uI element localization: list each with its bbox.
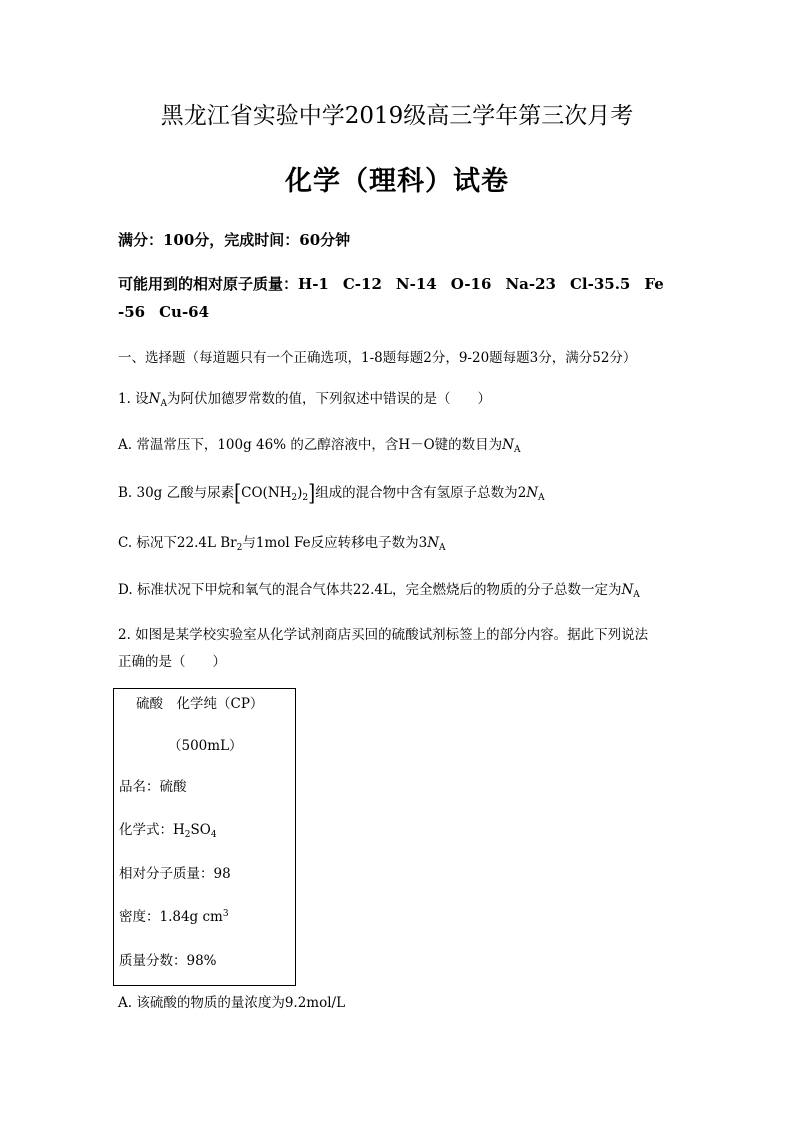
q1-option-b-coef: 2 <box>517 485 527 501</box>
atomic-mass-line1 <box>118 273 664 294</box>
urea-formula: CO(NH <box>241 485 292 501</box>
q1-stem-suffix: 为阿伏加德罗常数的值，下列叙述中错误的是（ ） <box>166 391 491 407</box>
left-bracket: [ <box>234 480 242 507</box>
exam-title-line2: 化学（理科）试卷 <box>285 166 509 197</box>
q2-stem-line2: 正确的是（ ） <box>118 654 226 670</box>
na-subscript: A <box>538 493 545 503</box>
atomic-mass-o: O-16 <box>450 275 492 293</box>
br2-subscript: 2 <box>236 543 243 553</box>
section-heading: 一、选择题（每道题只有一个正确选项，1-8题每题2分，9-20题每题3分，满分52分） <box>118 350 637 366</box>
atomic-mass-fe: Fe <box>644 275 664 293</box>
label-product-name: 品名：硫酸 <box>119 779 187 795</box>
q1-stem <box>118 387 491 409</box>
q1-option-d-text: D. 标准状况下甲烷和氧气的混合气体共22.4L，完全燃烧后的物质的分子总数一定为 <box>118 582 622 598</box>
formula-prefix: 化学式： <box>119 822 173 838</box>
q1-option-d <box>118 578 640 600</box>
full-score-info: 满分：100分，完成时间：60分钟 <box>118 231 351 249</box>
formula-h-sub: 2 <box>184 830 191 840</box>
q1-option-b <box>118 480 545 507</box>
na-subscript: A <box>633 590 640 600</box>
na-subscript: A <box>439 543 446 553</box>
na-symbol: N <box>526 485 539 501</box>
density-text: 密度：1.84g cm <box>119 909 223 925</box>
urea-sub2: 2 <box>302 493 309 503</box>
q2-option-a: A. 该硫酸的物质的量浓度为9.2mol/L <box>118 995 346 1011</box>
formula-so: SO <box>190 822 211 838</box>
atomic-mass-cu: Cu-64 <box>159 303 210 321</box>
q1-stem-prefix: 1. 设 <box>118 391 149 407</box>
label-header: 硫酸 化学纯（CP） <box>136 696 264 712</box>
atomic-mass-cl: Cl-35.5 <box>569 275 631 293</box>
label-density <box>119 905 229 925</box>
atomic-mass-c: C-12 <box>342 275 382 293</box>
na-symbol: N <box>621 582 634 598</box>
reagent-label-box <box>113 688 296 986</box>
q1-option-c <box>118 531 446 553</box>
na-symbol: N <box>502 437 514 453</box>
atomic-mass-fe-value: -56 <box>118 303 146 321</box>
label-volume: （500mL） <box>168 738 243 754</box>
exam-title-line1: 黑龙江省实验中学2019级高三学年第三次月考 <box>160 103 634 129</box>
formula-h: H <box>173 822 185 838</box>
density-exponent: 3 <box>222 909 229 919</box>
q1-option-c-text: C. 标况下22.4L Br <box>118 535 237 551</box>
q2-stem-line1: 2. 如图是某学校实验室从化学试剂商店买回的硫酸试剂标签上的部分内容。据此下列说法 <box>118 627 649 643</box>
na-symbol: N <box>148 391 161 407</box>
na-subscript: A <box>513 445 521 455</box>
label-molecular-mass: 相对分子质量：98 <box>119 866 231 882</box>
formula-o-sub: 4 <box>210 830 217 840</box>
urea-sub1: 2 <box>291 493 298 503</box>
atomic-mass-na: Na-23 <box>505 275 556 293</box>
atomic-mass-label: 可能用到的相对原子质量： <box>118 275 299 293</box>
atomic-mass-n: N-14 <box>395 275 437 293</box>
label-mass-fraction: 质量分数：98% <box>119 953 217 969</box>
right-bracket: ] <box>308 480 316 507</box>
atomic-mass-h: H-1 <box>298 275 329 293</box>
q1-option-a <box>118 433 520 455</box>
q1-option-b-post: 组成的混合物中含有氢原子总数为 <box>315 485 518 501</box>
q1-option-c-mid: 与1mol Fe反应转移电子数为 <box>242 535 419 551</box>
na-symbol: N <box>427 535 440 551</box>
label-formula <box>119 818 217 840</box>
q1-option-c-coef: 3 <box>418 535 428 551</box>
q1-option-a-text: A. 常温常压下，100g 46% 的乙醇溶液中，含H－O键的数目为 <box>118 437 503 453</box>
na-subscript: A <box>160 399 167 409</box>
q1-option-b-text: B. 30g 乙酸与尿素 <box>118 485 235 501</box>
atomic-mass-line2 <box>118 303 209 321</box>
urea-close: ) <box>297 485 303 501</box>
